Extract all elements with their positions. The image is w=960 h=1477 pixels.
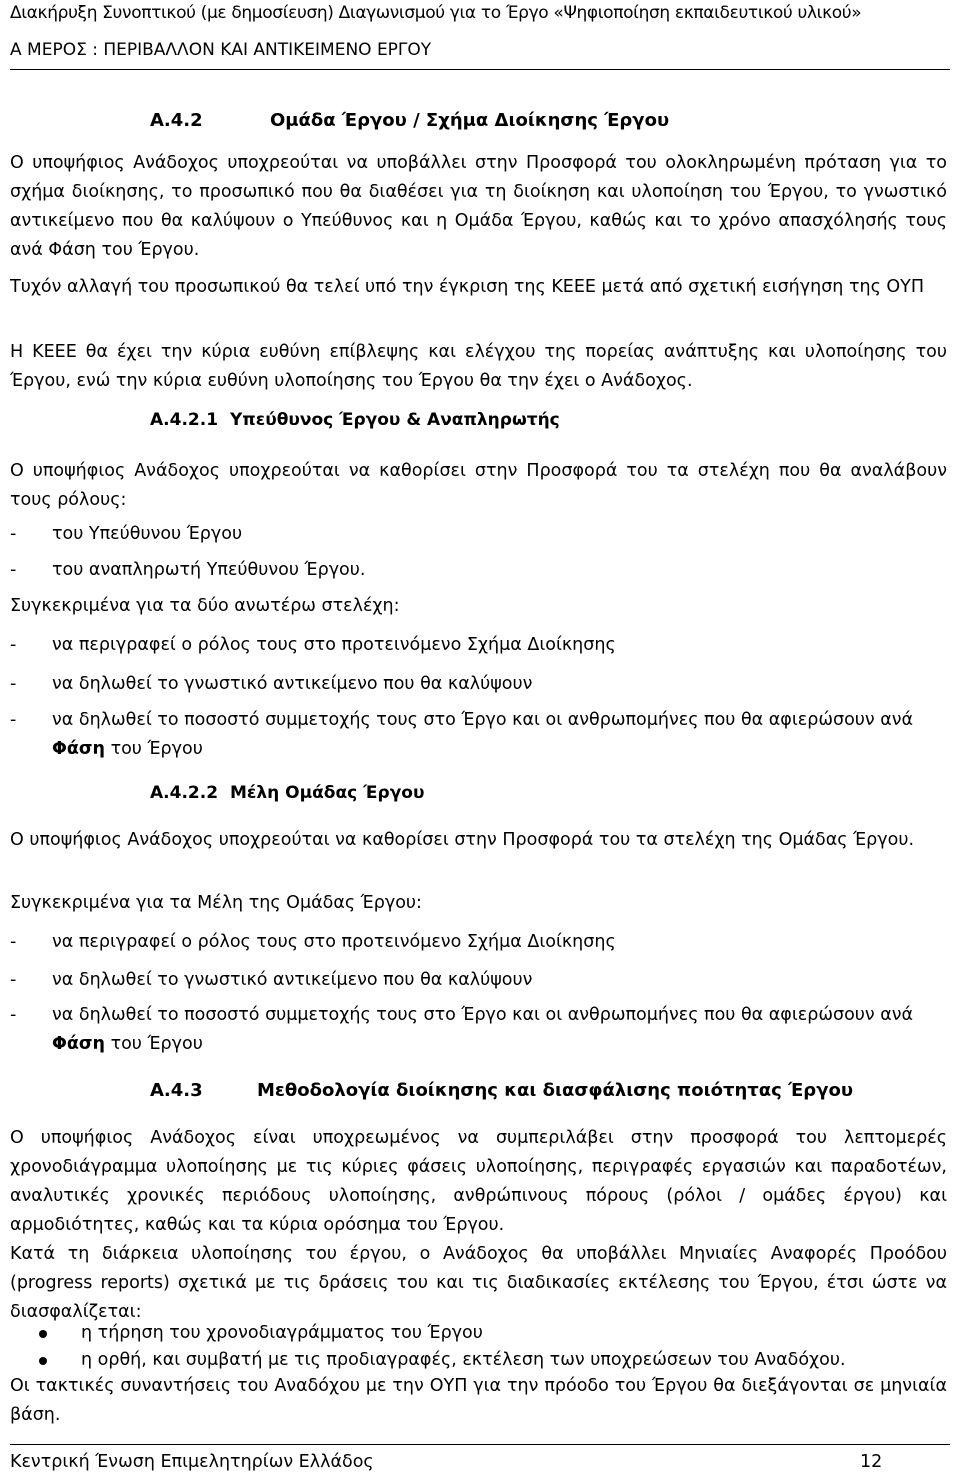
- paragraph: Συγκεκριμένα για τα δύο ανωτέρω στελέχη:: [10, 596, 400, 616]
- dash-marker: -: [10, 674, 17, 694]
- footer-divider: [10, 1444, 950, 1445]
- bullet-item: [10, 1346, 947, 1375]
- list-item: [10, 928, 947, 957]
- paragraph: Ο υποψήφιος Ανάδοχος είναι υποχρεωμένος να συμπεριλάβει στην προσφορά του λεπτομερές χρονοδιάγραμμα υλοποίησης με τις κύριες φάσεις υλοποίησης, περιγραφές εργασιών και παραδοτέων, αναλυτικές χρονικές περιόδους υλοποίησης, ανθρώπινους πόρους (ρόλοι / ομάδες έργου) και αρμοδιότητες, καθώς και τα κύρια ορόσημα του Έργου.: [10, 1128, 947, 1235]
- section-title: Μεθοδολογία διοίκησης και διασφάλισης ποιότητας Έργου: [257, 1080, 853, 1101]
- section-number: Α.4.3: [150, 1080, 203, 1101]
- list-item: [10, 1001, 947, 1059]
- section-heading-a43: [150, 1080, 853, 1101]
- list-item-text: του αναπληρωτή Υπεύθυνου Έργου.: [52, 560, 366, 580]
- section-number: Α.4.2.1: [150, 410, 219, 430]
- dash-marker: -: [10, 710, 17, 730]
- list-item-text: του Υπεύθυνου Έργου: [52, 524, 243, 544]
- dash-marker: -: [10, 524, 17, 544]
- bullet-marker: [39, 1330, 47, 1338]
- section-title: Μέλη Ομάδας Έργου: [230, 783, 425, 803]
- emphasis-text: Φάση: [52, 1034, 105, 1054]
- list-item: [10, 966, 947, 995]
- footer-organization: Κεντρική Ένωση Επιμελητηρίων Ελλάδος: [10, 1452, 374, 1472]
- emphasis-text: Φάση: [52, 739, 105, 759]
- header-divider: [10, 69, 950, 70]
- paragraph: Οι τακτικές συναντήσεις του Αναδόχου με την ΟΥΠ για την πρόοδο του Έργου θα διεξάγονται σε μηνιαία βάση.: [10, 1376, 947, 1425]
- bullet-marker: [39, 1357, 47, 1365]
- section-number: Α.4.2: [150, 110, 203, 131]
- list-item-text: να δηλωθεί το γνωστικό αντικείμενο που θα καλύψουν: [52, 674, 533, 694]
- paragraph: Ο υποψήφιος Ανάδοχος υποχρεούται να υποβάλλει στην Προσφορά του ολοκληρωμένη πρόταση για το σχήμα διοίκησης, το προσωπικό που θα διαθέσει για τη διοίκηση και υλοποίηση του Έργου, το γνωστικό αντικείμενο που θα καλύψουν ο Υπεύθυνος και η Ομάδα Έργου, καθώς και το χρόνο απασχόλησής τους ανά Φάση του Έργου.: [10, 153, 947, 260]
- page-number: 12: [860, 1452, 883, 1472]
- list-item-text: να περιγραφεί ο ρόλος τους στο προτεινόμενο Σχήμα Διοίκησης: [52, 932, 616, 952]
- paragraph: Η ΚΕΕΕ θα έχει την κύρια ευθύνη επίβλεψης και ελέγχου της πορείας ανάπτυξης και υλοποίησης του Έργου, ενώ την κύρια ευθύνη υλοποίησης του Έργου θα την έχει ο Ανάδοχος.: [10, 342, 947, 391]
- section-heading-a42: [150, 110, 669, 131]
- paragraph: Ο υποψήφιος Ανάδοχος υποχρεούται να καθορίσει στην Προσφορά του τα στελέχη της Ομάδας Έργου.: [10, 830, 915, 850]
- section-title: Ομάδα Έργου / Σχήμα Διοίκησης Έργου: [270, 110, 670, 131]
- dash-marker: -: [10, 970, 17, 990]
- list-item: [10, 631, 947, 660]
- list-item-text: να δηλωθεί το ποσοστό συμμετοχής τους στο Έργο και οι ανθρωπομήνες που θα αφιερώσουν ανά Φάση του Έργου: [52, 710, 914, 759]
- section-heading-a421: [150, 410, 560, 430]
- list-item: [10, 706, 947, 764]
- document-header-part: Α ΜΕΡΟΣ : ΠΕΡΙΒΑΛΛΟΝ ΚΑΙ ΑΝΤΙΚΕΙΜΕΝΟ ΕΡΓΟΥ: [10, 40, 432, 60]
- list-item: [10, 520, 947, 549]
- section-heading-a422: [150, 783, 424, 803]
- list-item: [10, 670, 947, 699]
- list-item-text: να δηλωθεί το γνωστικό αντικείμενο που θα καλύψουν: [52, 970, 533, 990]
- paragraph: Κατά τη διάρκεια υλοποίησης του έργου, ο Ανάδοχος θα υποβάλλει Μηνιαίες Αναφορές Προόδου (progress reports) σχετικά με τις δράσεις του και τις διαδικασίες εκτέλεσης του Έργου, έτσι ώστε να διασφαλίζεται:: [10, 1244, 947, 1322]
- paragraph: Τυχόν αλλαγή του προσωπικού θα τελεί υπό την έγκριση της ΚΕΕΕ μετά από σχετική εισήγηση της ΟΥΠ: [10, 277, 925, 297]
- list-item: [10, 556, 947, 585]
- paragraph: Συγκεκριμένα για τα Μέλη της Ομάδας Έργου:: [10, 893, 422, 913]
- section-title: Υπεύθυνος Έργου & Αναπληρωτής: [230, 410, 560, 430]
- paragraph: Ο υποψήφιος Ανάδοχος υποχρεούται να καθορίσει στην Προσφορά του τα στελέχη που θα αναλάβουν τους ρόλους:: [10, 461, 947, 510]
- dash-marker: -: [10, 635, 17, 655]
- dash-marker: -: [10, 1005, 17, 1025]
- list-item-text: να δηλωθεί το ποσοστό συμμετοχής τους στο Έργο και οι ανθρωπομήνες που θα αφιερώσουν ανά Φάση του Έργου: [52, 1005, 914, 1054]
- dash-marker: -: [10, 932, 17, 952]
- bullet-item: [10, 1319, 947, 1348]
- section-number: Α.4.2.2: [150, 783, 219, 803]
- bullet-item-text: η τήρηση του χρονοδιαγράμματος του Έργου: [81, 1323, 483, 1343]
- list-item-text: να περιγραφεί ο ρόλος τους στο προτεινόμενο Σχήμα Διοίκησης: [52, 635, 616, 655]
- document-header-title: Διακήρυξη Συνοπτικού (με δημοσίευση) Διαγωνισμού για το Έργο «Ψηφιοποίηση εκπαιδευτικού υλικού»: [10, 3, 862, 23]
- dash-marker: -: [10, 560, 17, 580]
- bullet-item-text: η ορθή, και συμβατή με τις προδιαγραφές, εκτέλεση των υποχρεώσεων του Αναδόχου.: [81, 1350, 846, 1370]
